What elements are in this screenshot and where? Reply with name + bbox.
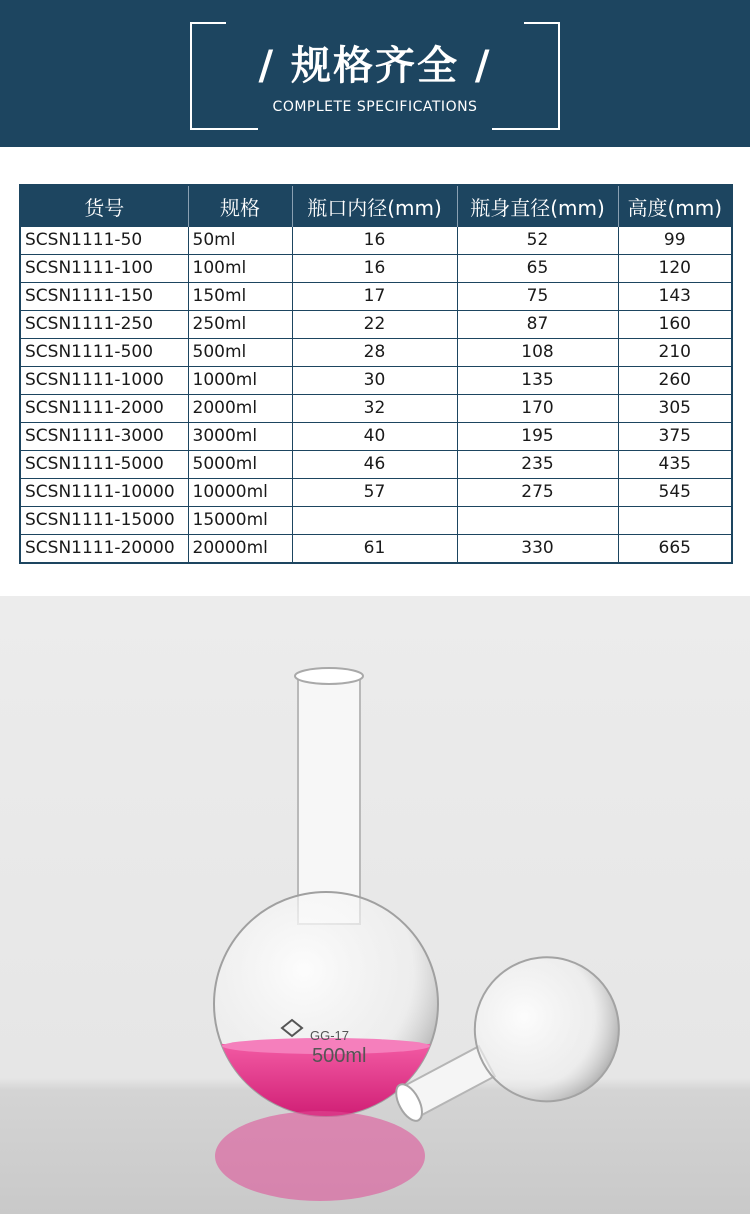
flask-volume-label: 500ml	[312, 1045, 367, 1067]
body-diameter-cell: 330	[457, 535, 618, 564]
height-cell: 210	[618, 339, 732, 367]
item-number-cell: SCSN1111-250	[20, 311, 188, 339]
item-number-cell: SCSN1111-3000	[20, 423, 188, 451]
item-number-cell: SCSN1111-5000	[20, 451, 188, 479]
neck-diameter-cell: 30	[292, 367, 457, 395]
capacity-cell: 5000ml	[188, 451, 292, 479]
body-diameter-cell: 135	[457, 367, 618, 395]
neck-diameter-cell: 22	[292, 311, 457, 339]
capacity-cell: 20000ml	[188, 535, 292, 564]
neck-diameter-cell: 57	[292, 479, 457, 507]
table-row	[20, 451, 732, 479]
body-diameter-cell	[457, 507, 618, 535]
capacity-cell: 15000ml	[188, 507, 292, 535]
body-diameter-cell: 75	[457, 283, 618, 311]
height-cell: 375	[618, 423, 732, 451]
header-neck-inner-diameter: 瓶口内径(mm)	[292, 185, 457, 227]
item-number-cell: SCSN1111-50	[20, 227, 188, 255]
body-diameter-cell: 108	[457, 339, 618, 367]
neck-diameter-cell: 16	[292, 255, 457, 283]
body-diameter-cell: 87	[457, 311, 618, 339]
capacity-cell: 250ml	[188, 311, 292, 339]
table-row	[20, 479, 732, 507]
body-diameter-cell: 170	[457, 395, 618, 423]
neck-diameter-cell: 61	[292, 535, 457, 564]
capacity-cell: 1000ml	[188, 367, 292, 395]
table-row	[20, 423, 732, 451]
banner-frame	[190, 22, 560, 130]
height-cell: 143	[618, 283, 732, 311]
item-number-cell: SCSN1111-2000	[20, 395, 188, 423]
height-cell: 545	[618, 479, 732, 507]
neck-diameter-cell: 16	[292, 227, 457, 255]
header-item-number: 货号	[20, 185, 188, 227]
table-body	[20, 227, 732, 564]
header-body-diameter: 瓶身直径(mm)	[457, 185, 618, 227]
body-diameter-cell: 235	[457, 451, 618, 479]
table-row	[20, 227, 732, 255]
table-row	[20, 367, 732, 395]
height-cell: 260	[618, 367, 732, 395]
table-row	[20, 311, 732, 339]
table-row	[20, 507, 732, 535]
product-photo	[0, 596, 750, 1214]
flask-marking-label: GG-17	[310, 1028, 350, 1043]
height-cell: 305	[618, 395, 732, 423]
height-cell: 665	[618, 535, 732, 564]
specifications-table	[19, 184, 733, 564]
capacity-cell: 50ml	[188, 227, 292, 255]
capacity-cell: 100ml	[188, 255, 292, 283]
item-number-cell: SCSN1111-10000	[20, 479, 188, 507]
table-row	[20, 255, 732, 283]
neck-diameter-cell	[292, 507, 457, 535]
height-cell: 435	[618, 451, 732, 479]
header-height: 高度(mm)	[618, 185, 732, 227]
height-cell: 160	[618, 311, 732, 339]
body-diameter-cell: 52	[457, 227, 618, 255]
item-number-cell: SCSN1111-500	[20, 339, 188, 367]
item-number-cell: SCSN1111-20000	[20, 535, 188, 564]
height-cell	[618, 507, 732, 535]
height-cell: 99	[618, 227, 732, 255]
capacity-cell: 3000ml	[188, 423, 292, 451]
neck-diameter-cell: 17	[292, 283, 457, 311]
table-row	[20, 395, 732, 423]
banner-title: / 规格齐全 /	[258, 43, 492, 89]
capacity-cell: 500ml	[188, 339, 292, 367]
neck-diameter-cell: 28	[292, 339, 457, 367]
table-row	[20, 535, 732, 564]
item-number-cell: SCSN1111-100	[20, 255, 188, 283]
neck-diameter-cell: 32	[292, 395, 457, 423]
capacity-cell: 150ml	[188, 283, 292, 311]
neck-diameter-cell: 46	[292, 451, 457, 479]
table-header-row	[20, 185, 732, 227]
height-cell: 120	[618, 255, 732, 283]
body-diameter-cell: 195	[457, 423, 618, 451]
item-number-cell: SCSN1111-15000	[20, 507, 188, 535]
capacity-cell: 10000ml	[188, 479, 292, 507]
header-banner	[0, 0, 750, 147]
flask-illustration	[0, 596, 750, 1214]
item-number-cell: SCSN1111-150	[20, 283, 188, 311]
capacity-cell: 2000ml	[188, 395, 292, 423]
header-capacity: 规格	[188, 185, 292, 227]
table-row	[20, 283, 732, 311]
banner-subtitle: COMPLETE SPECIFICATIONS	[272, 99, 478, 115]
body-diameter-cell: 275	[457, 479, 618, 507]
table-row	[20, 339, 732, 367]
neck-diameter-cell: 40	[292, 423, 457, 451]
item-number-cell: SCSN1111-1000	[20, 367, 188, 395]
body-diameter-cell: 65	[457, 255, 618, 283]
